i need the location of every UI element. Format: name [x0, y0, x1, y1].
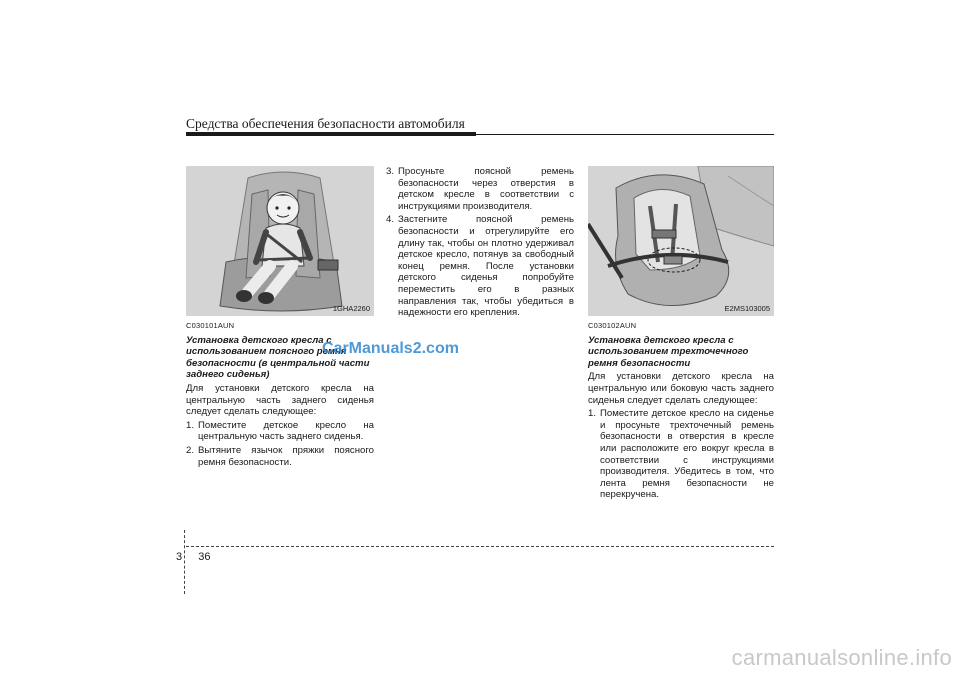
bottom-watermark: carmanualsonline.info [731, 645, 952, 670]
page-number-value: 36 [198, 551, 211, 563]
list-item-text: Поместите детское кресло на сиденье и просуньте трехточечный ремень безопасности в отверстия в кресле или расположите его вокруг кресла в соответствии с инструкциями производителя. Убедитесь в том, что лента ремня безопасности не перекручена. [600, 408, 774, 501]
list-item-text: Просуньте поясной ремень безопасности через отверстия в детском кресле в соответствии с инструкциями производителя. [398, 166, 574, 212]
page-number [176, 551, 211, 563]
footer-rule [186, 546, 774, 547]
section-intro: Для установки детского кресла на центральную или боковую часть заднего сиденья следует сделать следующее: [588, 371, 774, 406]
section-intro: Для установки детского кресла на центральную часть заднего сиденья следует сделать следующее: [186, 382, 374, 418]
header-rule-thin [186, 134, 774, 135]
child-booster-illustration [186, 166, 374, 316]
three-point-belt-illustration [588, 166, 774, 316]
list-item-number: 4. [386, 214, 395, 226]
column-right [588, 320, 774, 503]
section-heading: Установка детского кресла с использованием трехточечного ремня безопасности [588, 334, 749, 369]
list-item-number: 3. [386, 166, 395, 177]
figure-code: 1GHA2260 [332, 304, 370, 313]
list-item-text: Поместите детское кресло на центральную часть заднего сиденья. [198, 419, 374, 443]
list-item-number: 1. [588, 408, 597, 420]
figure-three-point-belt-seat [588, 166, 774, 316]
list-item [588, 408, 774, 501]
figure-child-booster-seat [186, 166, 374, 316]
list-item [186, 445, 374, 468]
list-item [386, 214, 574, 318]
section-code: C030101AUN [186, 321, 235, 330]
section-header-title: Средства обеспечения безопасности автомобиля [186, 116, 465, 131]
list-item-text: Застегните поясной ремень безопасности и отрегулируйте его длину так, чтобы он плотно удерживал детское кресло, потянув за свободный конец ремня. После установки детского сиденья попробуйте переместить его в разных направления так, чтобы убедиться в надежности его крепления. [398, 214, 574, 319]
chapter-number: 3 [176, 551, 183, 563]
section-heading: Установка детского кресла с использованием поясного ремня безопасности (в центральной части заднего сиденья) [186, 334, 370, 381]
list-item-text: Вытяните язычок пряжки поясного ремня безопасности. [198, 444, 374, 468]
list-item-number: 2. [186, 444, 195, 456]
watermark-link[interactable]: CarManuals2.com [322, 340, 459, 357]
section-code: C030102AUN [588, 321, 637, 330]
list-item [386, 166, 574, 212]
figure-code: E2MS103005 [724, 304, 770, 313]
list-item-number: 1. [186, 419, 195, 431]
column-middle [386, 166, 574, 321]
list-item [186, 420, 374, 443]
